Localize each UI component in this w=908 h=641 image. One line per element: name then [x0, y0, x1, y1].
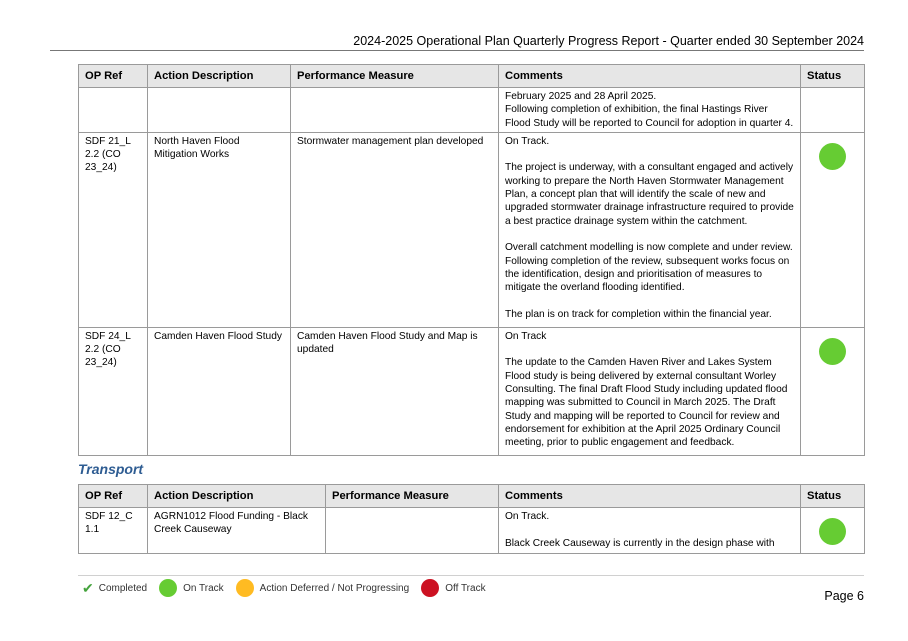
- op-ref-cell: [79, 88, 148, 133]
- col-comments: Comments: [499, 65, 801, 88]
- comment-paragraph: On Track.: [505, 135, 550, 147]
- op-ref-cell: SDF 21_L 2.2 (CO 23_24): [79, 132, 148, 327]
- legend-completed: [82, 580, 147, 597]
- report-title: 2024-2025 Operational Plan Quarterly Progress Report - Quarter ended 30 September 2024: [353, 34, 864, 48]
- comments-cell: [499, 88, 801, 133]
- legend-deferred: [236, 579, 410, 597]
- comment-paragraph: On Track: [505, 330, 547, 342]
- legend-label: Off Track: [445, 582, 486, 594]
- flood-actions-table: [78, 64, 865, 456]
- comments-cell: [499, 327, 801, 455]
- comment-paragraph: The plan is on track for completion within the financial year.: [505, 308, 772, 320]
- page-number: Page 6: [824, 589, 864, 603]
- table-header-row: [79, 485, 865, 508]
- col-comments: Comments: [499, 485, 801, 508]
- table-row: [79, 327, 865, 455]
- col-status: Status: [801, 65, 865, 88]
- col-op-ref: OP Ref: [79, 485, 148, 508]
- legend-label: Completed: [98, 582, 148, 594]
- header-divider: [50, 50, 864, 51]
- on-track-status-icon: [819, 338, 846, 365]
- transport-actions-table: [78, 484, 865, 554]
- col-status: Status: [801, 485, 865, 508]
- legend-label: On Track: [183, 582, 224, 594]
- status-cell: [801, 508, 865, 554]
- status-cell: [801, 88, 865, 133]
- comment-paragraph: On Track.: [505, 511, 550, 522]
- col-performance-measure: Performance Measure: [291, 65, 499, 88]
- comment-paragraph: Overall catchment modelling is now complete and under review. Following completion of the review, subsequent works focus on the identification, design and prioritisation of measures to mitigate the overland flooding identified.: [505, 242, 793, 294]
- on-track-status-icon: [819, 518, 846, 545]
- status-cell: [801, 132, 865, 327]
- col-action-description: Action Description: [148, 485, 326, 508]
- legend-label: Action Deferred / Not Progressing: [259, 582, 410, 594]
- op-ref-cell: SDF 12_C 1.1: [79, 508, 148, 554]
- op-ref-cell: SDF 24_L 2.2 (CO 23_24): [79, 327, 148, 455]
- comments-cell: [499, 132, 801, 327]
- performance-measure-cell: [291, 88, 499, 133]
- table-header-row: [79, 65, 865, 88]
- legend-off-track: [421, 579, 485, 597]
- action-description-cell: [148, 88, 291, 133]
- comment-paragraph: February 2025 and 28 April 2025. Following completion of exhibition, the final Hastings River Flood Study will be reported to Council for adoption in quarter 4.: [505, 91, 794, 129]
- table-row: [79, 88, 865, 133]
- performance-measure-cell: [326, 508, 499, 554]
- on-track-status-icon: [819, 143, 846, 170]
- status-cell: [801, 327, 865, 455]
- comment-paragraph: Black Creek Causeway is currently in the design phase with: [505, 537, 775, 549]
- performance-measure-cell: Stormwater management plan developed: [291, 132, 499, 327]
- action-description-cell: North Haven Flood Mitigation Works: [148, 132, 291, 327]
- status-legend: [82, 579, 498, 597]
- comment-paragraph: The update to the Camden Haven River and Lakes System Flood study is being delivered by external consultant Worley Consulting. The final Draft Flood Study including updated flood mapping was submitted to Council in March 2025. The Draft Study and mapping will be reported to Council for review and endorsement for exhibition at the April 2025 Ordinary Council meeting, prior to public engagement and feedback.: [505, 357, 788, 449]
- col-action-description: Action Description: [148, 65, 291, 88]
- comment-paragraph: The project is underway, with a consultant engaged and actively working to prepare the North Haven Stormwater Management Plan, a concept plan that will identify the scale of new and upgraded stormwater drainage infrastructure required to provide a best practice drainage system within the catchment.: [505, 162, 794, 227]
- section-heading-transport: Transport: [78, 461, 144, 477]
- comments-cell: [499, 508, 801, 554]
- table-row: [79, 132, 865, 327]
- green-dot-icon: [159, 579, 177, 597]
- red-dot-icon: [421, 579, 439, 597]
- col-performance-measure: Performance Measure: [326, 485, 499, 508]
- legend-divider: [78, 575, 864, 576]
- action-description-cell: Camden Haven Flood Study: [148, 327, 291, 455]
- amber-dot-icon: [236, 579, 254, 597]
- table-row: [79, 508, 865, 554]
- col-op-ref: OP Ref: [79, 65, 148, 88]
- action-description-cell: AGRN1012 Flood Funding - Black Creek Causeway: [148, 508, 326, 554]
- legend-on-track: [159, 579, 224, 597]
- performance-measure-cell: Camden Haven Flood Study and Map is updated: [291, 327, 499, 455]
- check-icon: ✔: [82, 579, 94, 596]
